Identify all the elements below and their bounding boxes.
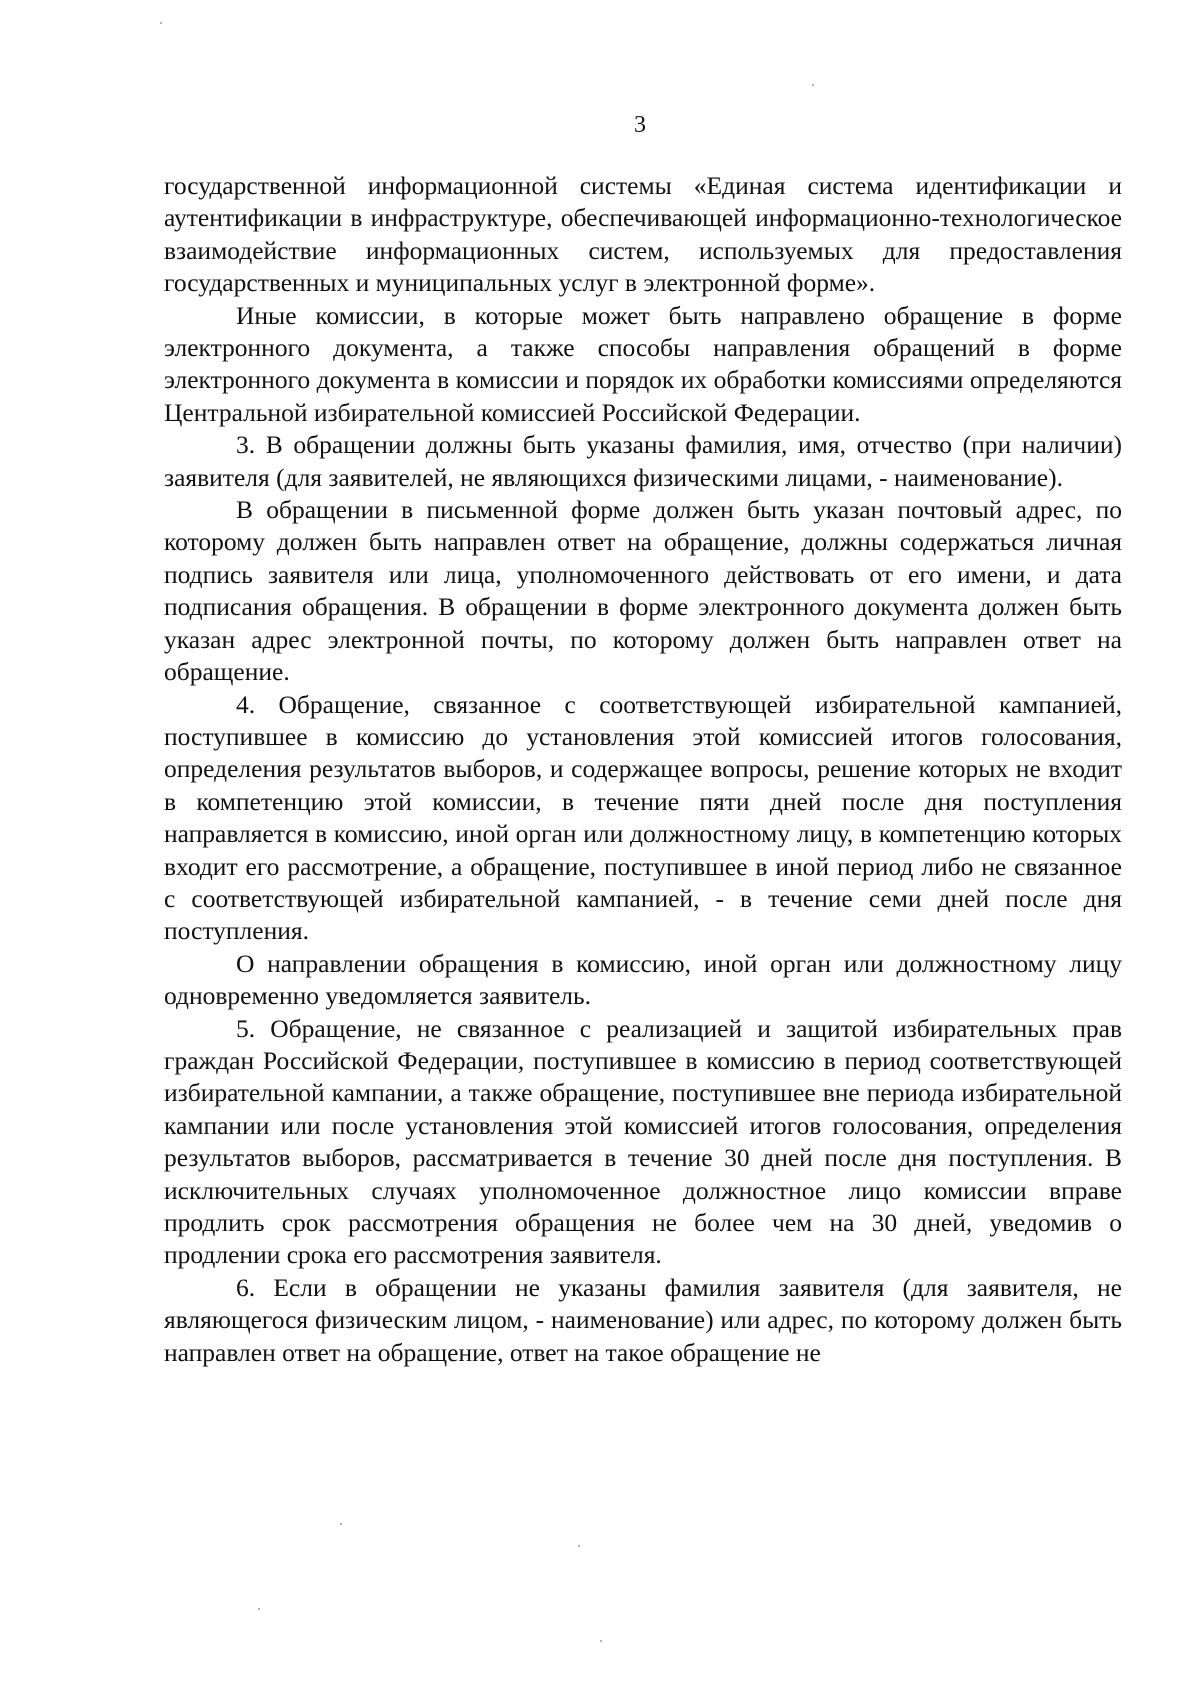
paragraph-item-5: 5. Обращение, не связанное с реализацией и защитой избирательных прав граждан Российской Федерации, поступившее в комиссию в период соответствующей избирательной кампании, а также обращение, поступившее вне периода избирательной кампании или после установления этой комиссией итогов голосования, определения результатов выборов, рассматривается в течение 30 дней после дня поступления. В исключительных случаях уполномоченное должностное лицо комиссии вправе продлить срок рассмотрения обращения не более чем на 30 дней, уведомив о продлении срока его рассмотрения заявителя.	[164, 1013, 1122, 1270]
paragraph-notification: О направлении обращения в комиссию, иной орган или должностному лицу одновременно уведомляется заявитель.	[164, 948, 1122, 1011]
scan-speck	[160, 22, 162, 24]
paragraph-continuation: государственной информационной системы «Единая система идентификации и аутентификации в инфраструктуре, обеспечивающей информационно-технологическое взаимодействие информационных систем, используемых для предоставления государственных и муниципальных услуг в электронной форме».	[164, 171, 1122, 298]
scan-speck	[578, 1545, 580, 1547]
paragraph-item-4: 4. Обращение, связанное с соответствующей избирательной кампанией, поступившее в комиссию до установления этой комиссией итогов голосования, определения результатов выборов, и содержащее вопросы, решение которых не входит в компетенцию этой комиссии, в течение пяти дней после дня поступления направляется в комиссию, иной орган или должностному лицу, в компетенцию которых входит его рассмотрение, а обращение, поступившее в иной период либо не связанное с соответствующей избирательной кампанией, - в течение семи дней после дня поступления.	[164, 689, 1122, 946]
paragraph-written-form: В обращении в письменной форме должен быть указан почтовый адрес, по которому должен быть направлен ответ на обращение, должны содержаться личная подпись заявителя или лица, уполномоченного действовать от его имени, и дата подписания обращения. В обращении в форме электронного документа должен быть указан адрес электронной почты, по которому должен быть направлен ответ на обращение.	[164, 495, 1122, 687]
scan-speck	[812, 84, 814, 86]
paragraph-item-6: 6. Если в обращении не указаны фамилия заявителя (для заявителя, не являющегося физическим лицом, - наименование) или адрес, по которому должен быть направлен ответ на обращение, ответ на такое обращение не	[164, 1272, 1122, 1367]
scan-speck	[258, 1608, 260, 1610]
paragraph-other-commissions: Иные комиссии, в которые может быть направлено обращение в форме электронного документа, а также способы направления обращений в форме электронного документа в комиссии и порядок их обработки комиссиями определяются Центральной избирательной комиссией Российской Федерации.	[164, 300, 1122, 427]
scan-speck	[340, 1523, 342, 1525]
paragraph-item-3: 3. В обращении должны быть указаны фамилия, имя, отчество (при наличии) заявителя (для заявителей, не являющихся физическими лицами, - наименование).	[164, 430, 1122, 492]
scan-speck	[600, 1640, 602, 1642]
document-body	[164, 170, 1122, 1369]
page-number: 3	[634, 112, 646, 138]
